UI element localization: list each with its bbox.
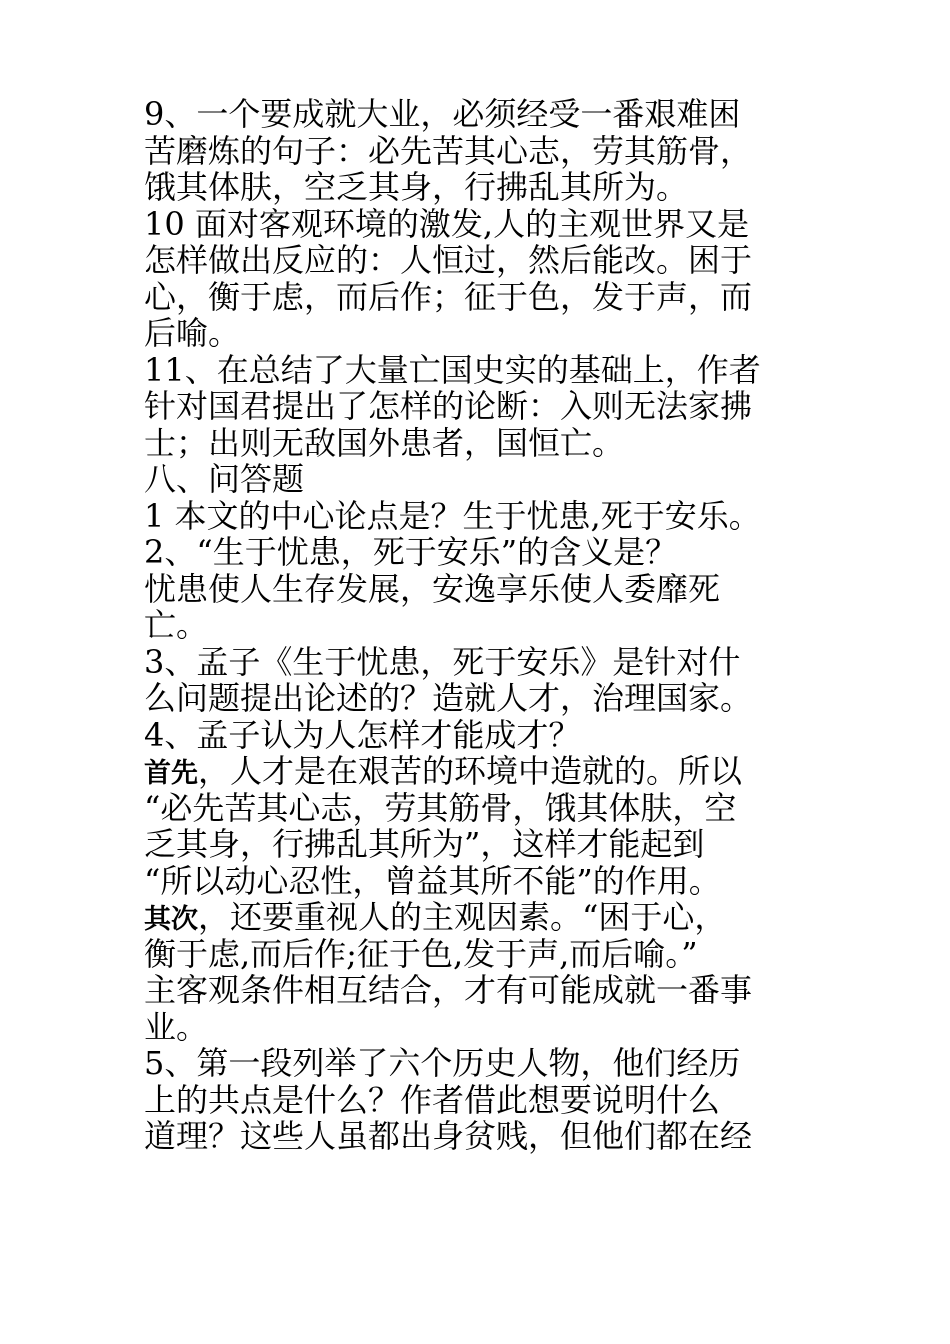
- document-body: [144, 96, 816, 1155]
- text-line: 亡。: [144, 606, 209, 644]
- text-line: 2、“生于忧患，死于安乐”的含义是？: [144, 533, 678, 571]
- line-rest: ，人才是在艰苦的环境中造就的。所以: [198, 752, 743, 790]
- text-line: 饿其体肤，空乏其身，行拂乱其所为。: [144, 168, 689, 206]
- text-line: 乏其身，行拂乱其所为”，这样才能起到: [144, 825, 705, 863]
- text-line: [144, 753, 816, 790]
- text-line: 心，衡于虑，而后作；征于色，发于声，而: [144, 277, 753, 316]
- text-line: 主客观条件相互结合，才有可能成就一番事: [144, 971, 753, 1009]
- text-line: 5、第一段列举了六个历史人物，他们经历: [144, 1044, 741, 1082]
- text-line: 3、孟子《生于忧患，死于安乐》是针对什: [144, 642, 741, 681]
- emphasis-second: 其次: [144, 904, 198, 935]
- line-rest: ，还要重视人的主观因素。“困于心，: [198, 898, 727, 936]
- text-line: 4、孟子认为人怎样才能成才？: [144, 715, 581, 754]
- text-line: 道理？这些人虽都出身贫贱，但他们都在经: [144, 1117, 753, 1155]
- text-line: [144, 899, 816, 936]
- text-line: 11、在总结了大量亡国史实的基础上，作者: [144, 350, 761, 389]
- text-line: 怎样做出反应的：人恒过，然后能改。困于: [144, 241, 753, 279]
- text-line: 1 本文的中心论点是？生于忧患,死于安乐。: [144, 496, 761, 535]
- text-line: 苦磨炼的句子：必先苦其心志，劳其筋骨，: [144, 131, 753, 170]
- text-line: 9、一个要成就大业，必须经受一番艰难困: [144, 95, 741, 133]
- emphasis-first: 首先: [144, 758, 198, 789]
- text-line: 上的共点是什么？作者借此想要说明什么: [144, 1080, 721, 1119]
- text-line: 么问题提出论述的？造就人才，治理国家。: [144, 679, 753, 717]
- text-line: 衡于虑,而后作;征于色,发于声,而后喻。”: [144, 934, 698, 973]
- text-line: 士；出则无敌国外患者，国恒亡。: [144, 423, 625, 462]
- text-line: 针对国君提出了怎样的论断：入则无法家拂: [144, 387, 753, 425]
- text-line: “所以动心忍性，曾益其所不能”的作用。: [144, 861, 721, 900]
- text-line: 后喻。: [144, 314, 241, 352]
- text-line: “必先苦其心志，劳其筋骨，饿其体肤，空: [144, 788, 737, 827]
- text-line: 业。: [144, 1007, 209, 1046]
- text-line: 忧患使人生存发展，安逸享乐使人委靡死: [144, 569, 721, 608]
- section-heading: 八、问答题: [144, 460, 305, 498]
- text-line: 10 面对客观环境的激发,人的主观世界又是: [144, 204, 750, 243]
